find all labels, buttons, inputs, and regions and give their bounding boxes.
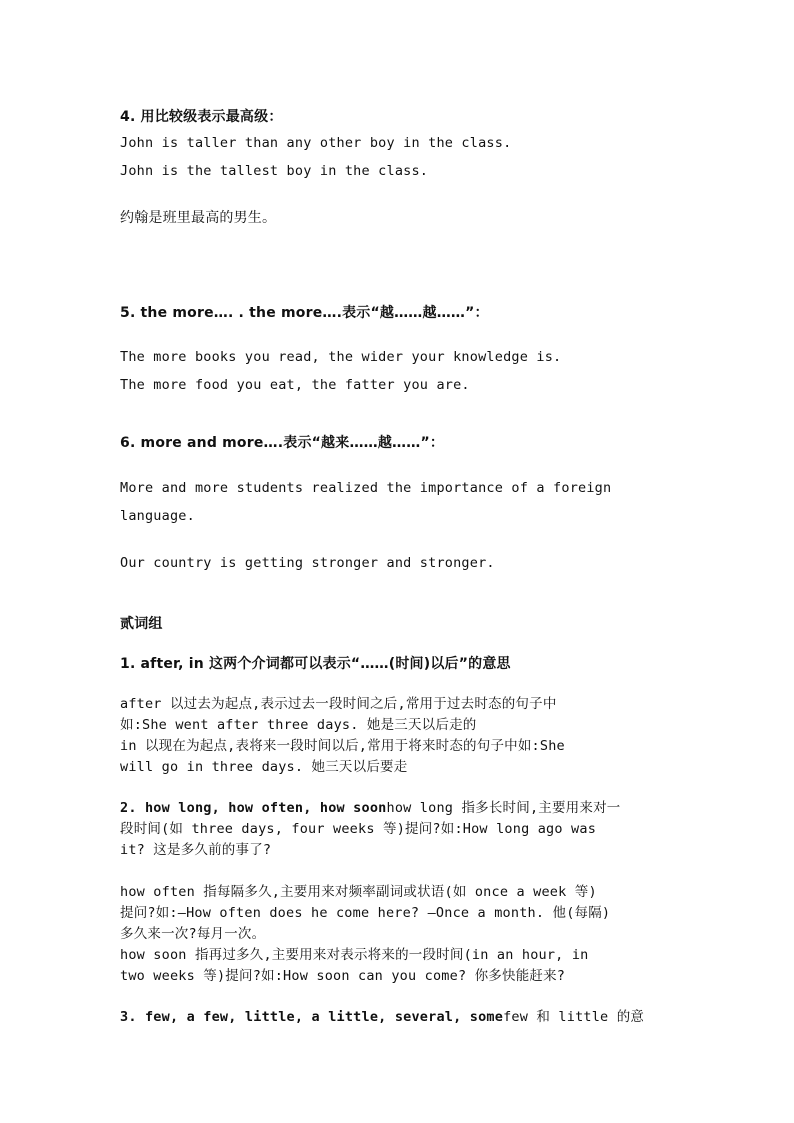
- section-4-translation: 约翰是班里最高的男生。: [120, 210, 277, 226]
- section-4-heading: 4. 用比较级表示最高级：: [120, 109, 283, 125]
- phrase-3-heading: 3. few, a few, little, a little, several, some: [120, 1009, 504, 1025]
- phrase-3-line-1: [120, 1005, 644, 1025]
- phrase-1-line-1: after 以过去为起点,表示过去一段时间之后,常用于过去时态的句子中: [120, 696, 557, 712]
- phrase-1-line-2: 如:She went after three days. 她是三天以后走的: [120, 717, 477, 733]
- phrase-2-line-2: 段时间(如 three days, four weeks 等)提问?如:How long ago was: [120, 821, 597, 837]
- section-5-example-1: The more books you read, the wider your knowledge is.: [120, 349, 562, 365]
- phrase-1-line-4: will go in three days. 她三天以后要走: [120, 759, 408, 775]
- section-5-heading: 5. the more…. . the more….表示“越……越……”：: [120, 305, 489, 321]
- section-4-example-2: John is the tallest boy in the class.: [120, 163, 429, 179]
- phrase-2-line-1: [120, 796, 620, 816]
- phrase-2-line-7: how soon 指再过多久,主要用来对表示将来的一段时间(in an hour, in: [120, 947, 589, 963]
- phrases-title: 贰词组: [120, 616, 163, 632]
- phrase-2-line-6: 多久来一次?每月一次。: [120, 926, 266, 942]
- section-5-example-2: The more food you eat, the fatter you are.: [120, 377, 470, 393]
- phrase-2-line-5: 提问?如:—How often does he come here? —Once a month. 他(每隔): [120, 905, 611, 921]
- section-4-example-1: John is taller than any other boy in the class.: [120, 135, 512, 151]
- section-6-example-1b: language.: [120, 508, 195, 524]
- section-6-example-2: Our country is getting stronger and stronger.: [120, 555, 495, 571]
- phrase-3-line-1-text: few 和 little 的意: [503, 1009, 645, 1025]
- section-6-heading: 6. more and more….表示“越来……越……”：: [120, 435, 445, 451]
- phrase-2-line-1-text: how long 指多长时间,主要用来对一: [386, 800, 621, 816]
- phrase-2-line-8: two weeks 等)提问?如:How soon can you come? 你多快能赶来?: [120, 968, 566, 984]
- phrase-1-heading: 1. after, in 这两个介词都可以表示“……(时间)以后”的意思: [120, 656, 511, 672]
- section-6-example-1a: More and more students realized the importance of a foreign: [120, 480, 612, 496]
- phrase-2-heading: 2. how long, how often, how soon: [120, 800, 387, 816]
- phrase-2-line-3: it? 这是多久前的事了?: [120, 842, 272, 858]
- phrase-2-line-4: how often 指每隔多久,主要用来对频率副词或状语(如 once a week 等): [120, 884, 597, 900]
- phrase-1-line-3: in 以现在为起点,表将来一段时间以后,常用于将来时态的句子中如:She: [120, 738, 565, 754]
